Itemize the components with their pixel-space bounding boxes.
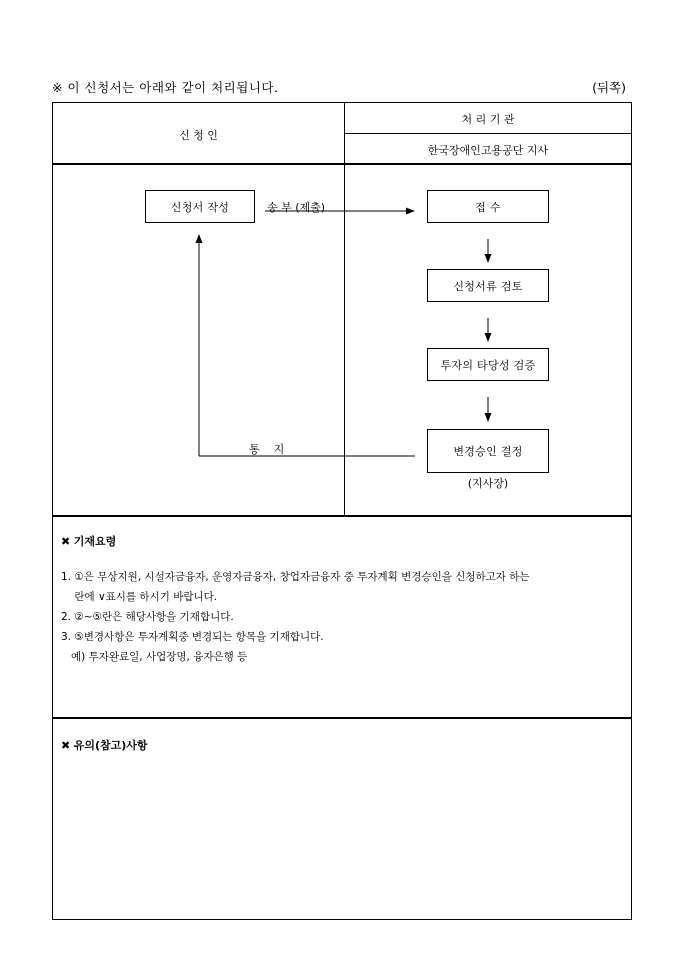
instructions-title [61, 533, 116, 549]
applicant-header: 신 청 인 [179, 129, 218, 142]
down-arrowhead-3 [485, 413, 492, 422]
instructions-bottom-line [53, 717, 631, 719]
form-frame [52, 102, 632, 920]
approval-decision-box: 변경승인 결정 [427, 429, 549, 473]
send-arrowhead [406, 208, 415, 215]
notes-title-text: 유의(참고)사항 [73, 739, 148, 752]
instruction-item-3: 3. ⑤변경사항은 투자계획중 변경되는 항목을 기재합니다. [61, 631, 324, 643]
flow-arrows [53, 103, 631, 515]
instruction-item-2: 2. ②~⑤란은 해당사항을 기재합니다. [61, 611, 234, 623]
notify-label: 통 지 [249, 443, 285, 456]
instruction-item-1: 1. ①은 무상지원, 시설자금융자, 운영자금융자, 창업자금융자 중 투자계획 변경승인을 신청하고자 하는 [61, 571, 530, 583]
send-label: 송 부 (제출) [267, 201, 326, 214]
instructions-title-text: 기재요령 [73, 535, 117, 548]
receipt-box: 접 수 [427, 190, 549, 223]
down-arrowhead-2 [485, 333, 492, 342]
processing-agency-header: 처 리 기 관 [461, 113, 515, 126]
instruction-item-1-cont: 란에 ∨표시를 하시기 바랍니다. [61, 591, 218, 603]
cross-mark-icon: ✖ [61, 535, 74, 548]
feasibility-check-box: 투자의 타당성 검증 [427, 348, 549, 381]
notes-title [61, 737, 148, 753]
notify-arrowhead [196, 234, 203, 243]
cross-mark-icon: ✖ [61, 739, 74, 752]
down-arrowhead-1 [485, 254, 492, 263]
page-side-label: (뒤쪽) [592, 80, 626, 95]
approver-label: (지사장) [467, 477, 509, 490]
instruction-example: 예) 투자완료일, 사업장명, 융자은행 등 [61, 651, 248, 663]
flow-bottom-line [53, 515, 631, 517]
agency-name: 한국장애인고용공단 지사 [427, 144, 549, 157]
review-documents-box: 신청서류 검토 [427, 269, 549, 302]
write-application-box: 신청서 작성 [145, 190, 255, 223]
page-header-title: ※ 이 신청서는 아래와 같이 처리됩니다. [52, 80, 279, 95]
